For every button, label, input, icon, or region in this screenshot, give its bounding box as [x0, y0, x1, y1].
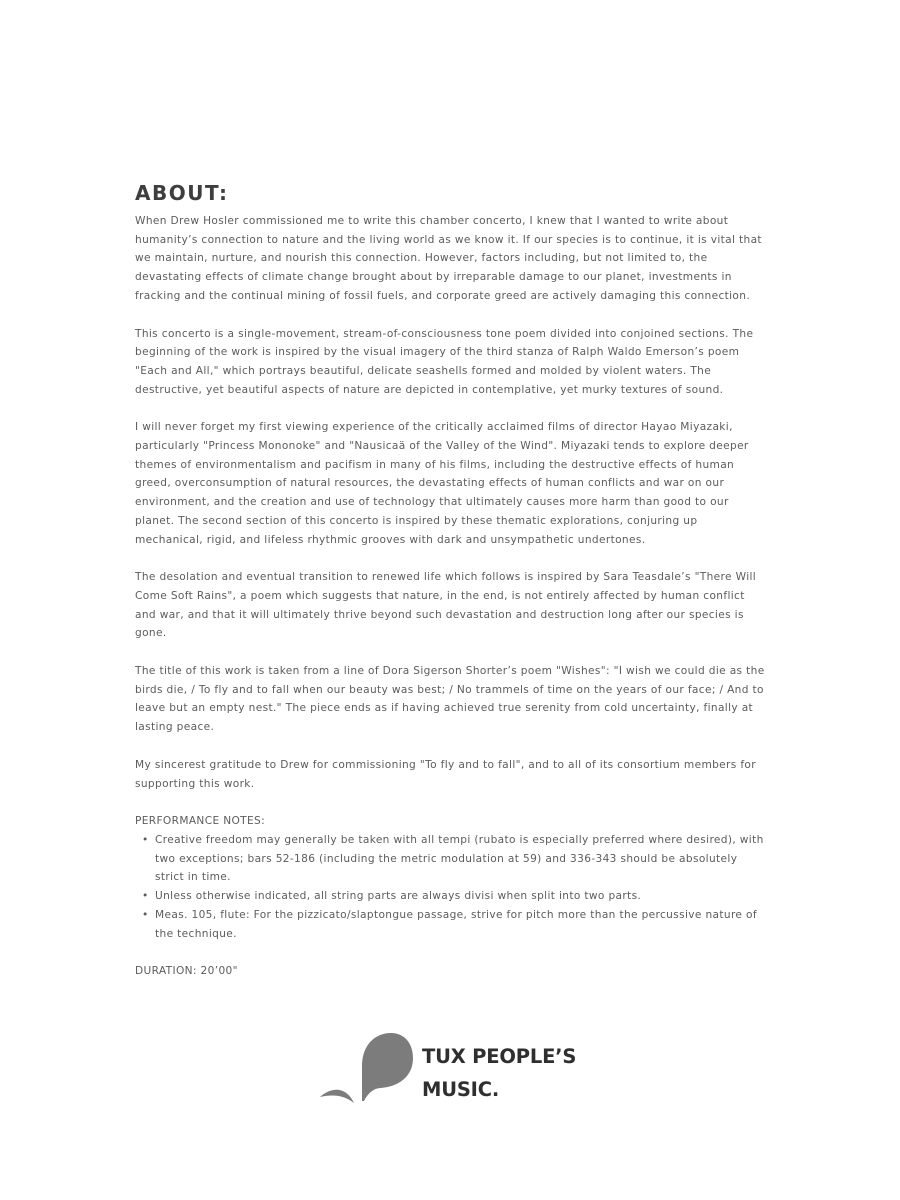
- logo-line-1: TUX PEOPLE’S: [422, 1045, 577, 1068]
- about-paragraph-commission: When Drew Hosler commissioned me to write this chamber concerto, I knew that I wanted to write about humanity’s connection to nature and the living world as we know it. If our species is to continue, it is vital that we maintain, nurture, and nourish this connection. However, factors including, but not limited to, the devastating effects of climate change brought about by irreparable damage to our planet, investments in fracking and the continual mining of fossil fuels, and corporate greed are actively damaging this connection.: [135, 215, 762, 302]
- performance-notes-heading: PERFORMANCE NOTES:: [135, 815, 266, 828]
- about-paragraph-title: The title of this work is taken from a line of Dora Sigerson Shorter’s poem "Wishes": "I wish we could die as the birds die, / To fly and to fall when our beauty was best; / No trammels of time on the years of our face; / And to leave but an empty nest." The piece ends as if having achieved true serenity from cold uncertainty, finally at lasting peace.: [135, 665, 765, 734]
- logo-line-2: MUSIC.: [422, 1078, 500, 1101]
- bullet-icon: •: [142, 908, 149, 921]
- speech-bubble-logo-icon: [318, 1030, 413, 1110]
- about-heading: ABOUT:: [135, 181, 229, 205]
- performance-notes-list: [135, 831, 765, 943]
- performance-note-text: Creative freedom may generally be taken with all tempi (rubato is especially preferred where desired), with two exceptions; bars 52-186 (including the metric modulation at 59) and 336-343 should be absolutely strict in time.: [155, 833, 764, 884]
- bullet-icon: •: [142, 890, 149, 903]
- performance-note-item: [139, 906, 765, 943]
- about-paragraph-miyazaki: I will never forget my first viewing experience of the critically acclaimed films of director Hayao Miyazaki, particularly "Princess Mononoke" and "Nausicaä of the Valley of the Wind". Miyazaki tends to explore deeper themes of environmentalism and pacifism in many of his films, including the destructive effects of human greed, overconsumption of natural resources, the devastating effects of human conflicts and war on our environment, and the creation and use of technology that ultimately causes more harm than good to our planet. The second section of this concerto is inspired by these thematic explorations, conjuring up mechanical, rigid, and lifeless rhythmic grooves with dark and unsympathetic undertones.: [135, 421, 749, 546]
- performance-note-text: Meas. 105, flute: For the pizzicato/slaptongue passage, strive for pitch more than the percussive nature of the technique.: [155, 908, 757, 940]
- duration-text: DURATION: 20’00": [135, 965, 238, 978]
- about-section: [135, 180, 765, 981]
- performance-note-item: [139, 887, 765, 906]
- publisher-logo-wordmark: [422, 1040, 576, 1106]
- performance-note-text: Unless otherwise indicated, all string parts are always divisi when split into two parts.: [155, 890, 642, 903]
- bullet-icon: •: [142, 833, 149, 846]
- about-paragraph-structure: This concerto is a single-movement, stream-of-consciousness tone poem divided into conjoined sections. The beginning of the work is inspired by the visual imagery of the third stanza of Ralph Waldo Emerson’s poem "Each and All," which portrays beautiful, delicate seashells formed and molded by violent waters. The destructive, yet beautiful aspects of nature are depicted in contemplative, yet murky textures of sound.: [135, 327, 754, 396]
- publisher-logo: [318, 1030, 598, 1110]
- performance-note-item: [139, 831, 765, 887]
- about-paragraph-gratitude: My sincerest gratitude to Drew for commissioning "To fly and to fall", and to all of its consortium members for supporting this work.: [135, 758, 756, 790]
- about-paragraph-teasdale: The desolation and eventual transition to renewed life which follows is inspired by Sara Teasdale’s "There Will Come Soft Rains", a poem which suggests that nature, in the end, is not entirely affected by human conflict and war, and that it will ultimately thrive beyond such devastation and destruction long after our species is gone.: [135, 571, 757, 640]
